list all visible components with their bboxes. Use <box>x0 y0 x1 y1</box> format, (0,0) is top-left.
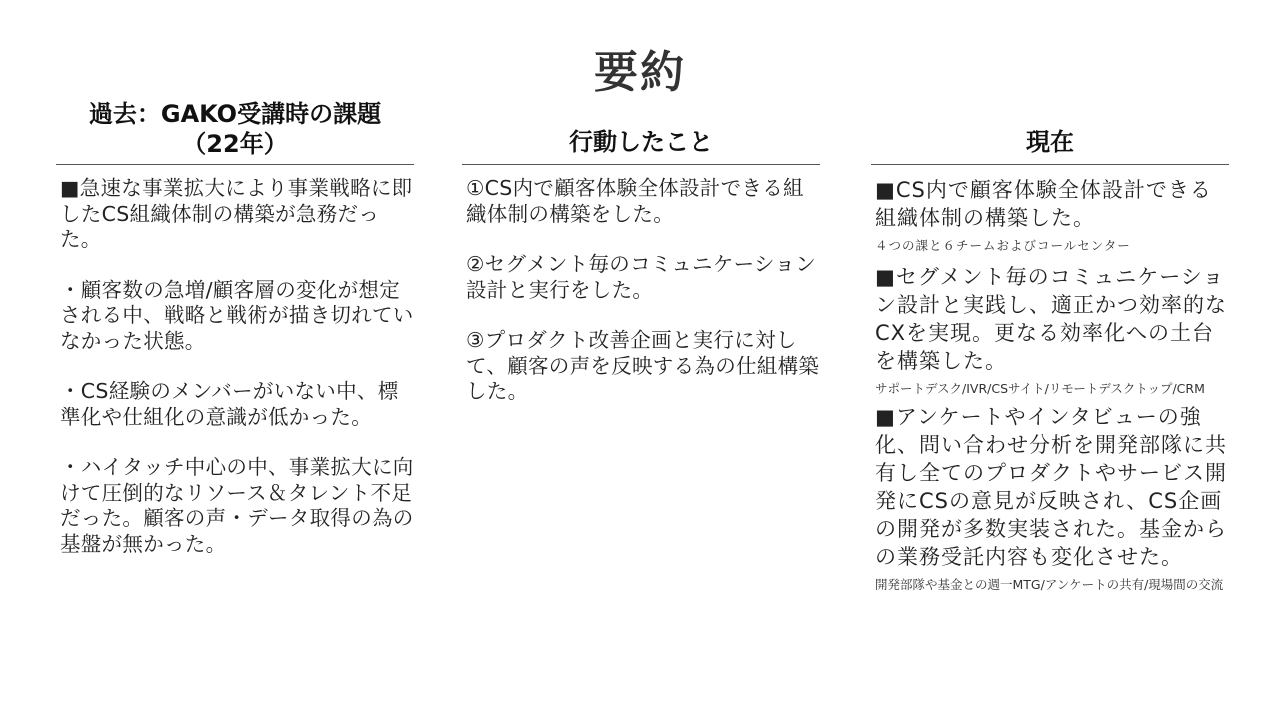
column-action-body <box>466 176 820 430</box>
now-item-2: ■セグメント毎のコミュニケーション設計と実践し、適正かつ効率的なCXを実現。更なる効率化への土台を構築した。 <box>875 264 1227 373</box>
action-paragraph-2: ②セグメント毎のコミュニケーション設計と実行をした。 <box>466 252 817 302</box>
column-past-body <box>60 176 414 582</box>
now-note-2: サポートデスク/IVR/CSサイト/リモートデスクトップ/CRM <box>875 380 1205 396</box>
column-past-divider <box>56 164 414 165</box>
now-item-3: ■アンケートやインタビューの強化、問い合わせ分析を開発部隊に共有し全てのプロダクトやサービス開発にCSの意見が反映され、CS企画の開発が多数実装された。基金からの業務受託内容も変化させた。 <box>875 405 1227 569</box>
column-action-divider <box>462 164 820 165</box>
column-action-header: 行動したこと <box>569 128 713 156</box>
column-now-header: 現在 <box>1026 128 1074 156</box>
column-past-header <box>56 99 414 159</box>
column-past-header-line2: （22年） <box>182 130 288 158</box>
past-paragraph-4: ・ハイタッチ中心の中、事業拡大に向けて圧倒的なリソース＆タレント不足だった。顧客の声・データ取得の為の基盤が無かった。 <box>60 455 414 556</box>
action-paragraph-1: ①CS内で顧客体験全体設計できる組織体制の構築をした。 <box>466 176 804 226</box>
past-paragraph-1: ■急速な事業拡大により事業戦略に即したCS組織体制の構築が急務だった。 <box>60 176 413 251</box>
slide-title: 要約 <box>594 47 686 98</box>
past-paragraph-2: ・顧客数の急増/顧客層の変化が想定される中、戦略と戦術が描き切れていなかった状態。 <box>60 277 414 353</box>
past-paragraph-3: ・CS経験のメンバーがいない中、標準化や仕組化の意識が低かった。 <box>60 379 399 429</box>
now-note-3: 開発部隊や基金との週一MTG/アンケートの共有/現場間の交流 <box>875 577 1224 592</box>
column-past-header-line1: 過去：GAKO受講時の課題 <box>88 100 382 128</box>
column-now-divider <box>871 164 1229 165</box>
now-item-1: ■CS内で顧客体験全体設計できる組織体制の構築した。 <box>875 178 1212 230</box>
column-now-body <box>875 176 1229 600</box>
action-paragraph-3: ③プロダクト改善企画と実行に対して、顧客の声を反映する為の仕組構築した。 <box>466 328 820 403</box>
now-note-1: ４つの課と６チームおよびコールセンター <box>875 238 1131 253</box>
